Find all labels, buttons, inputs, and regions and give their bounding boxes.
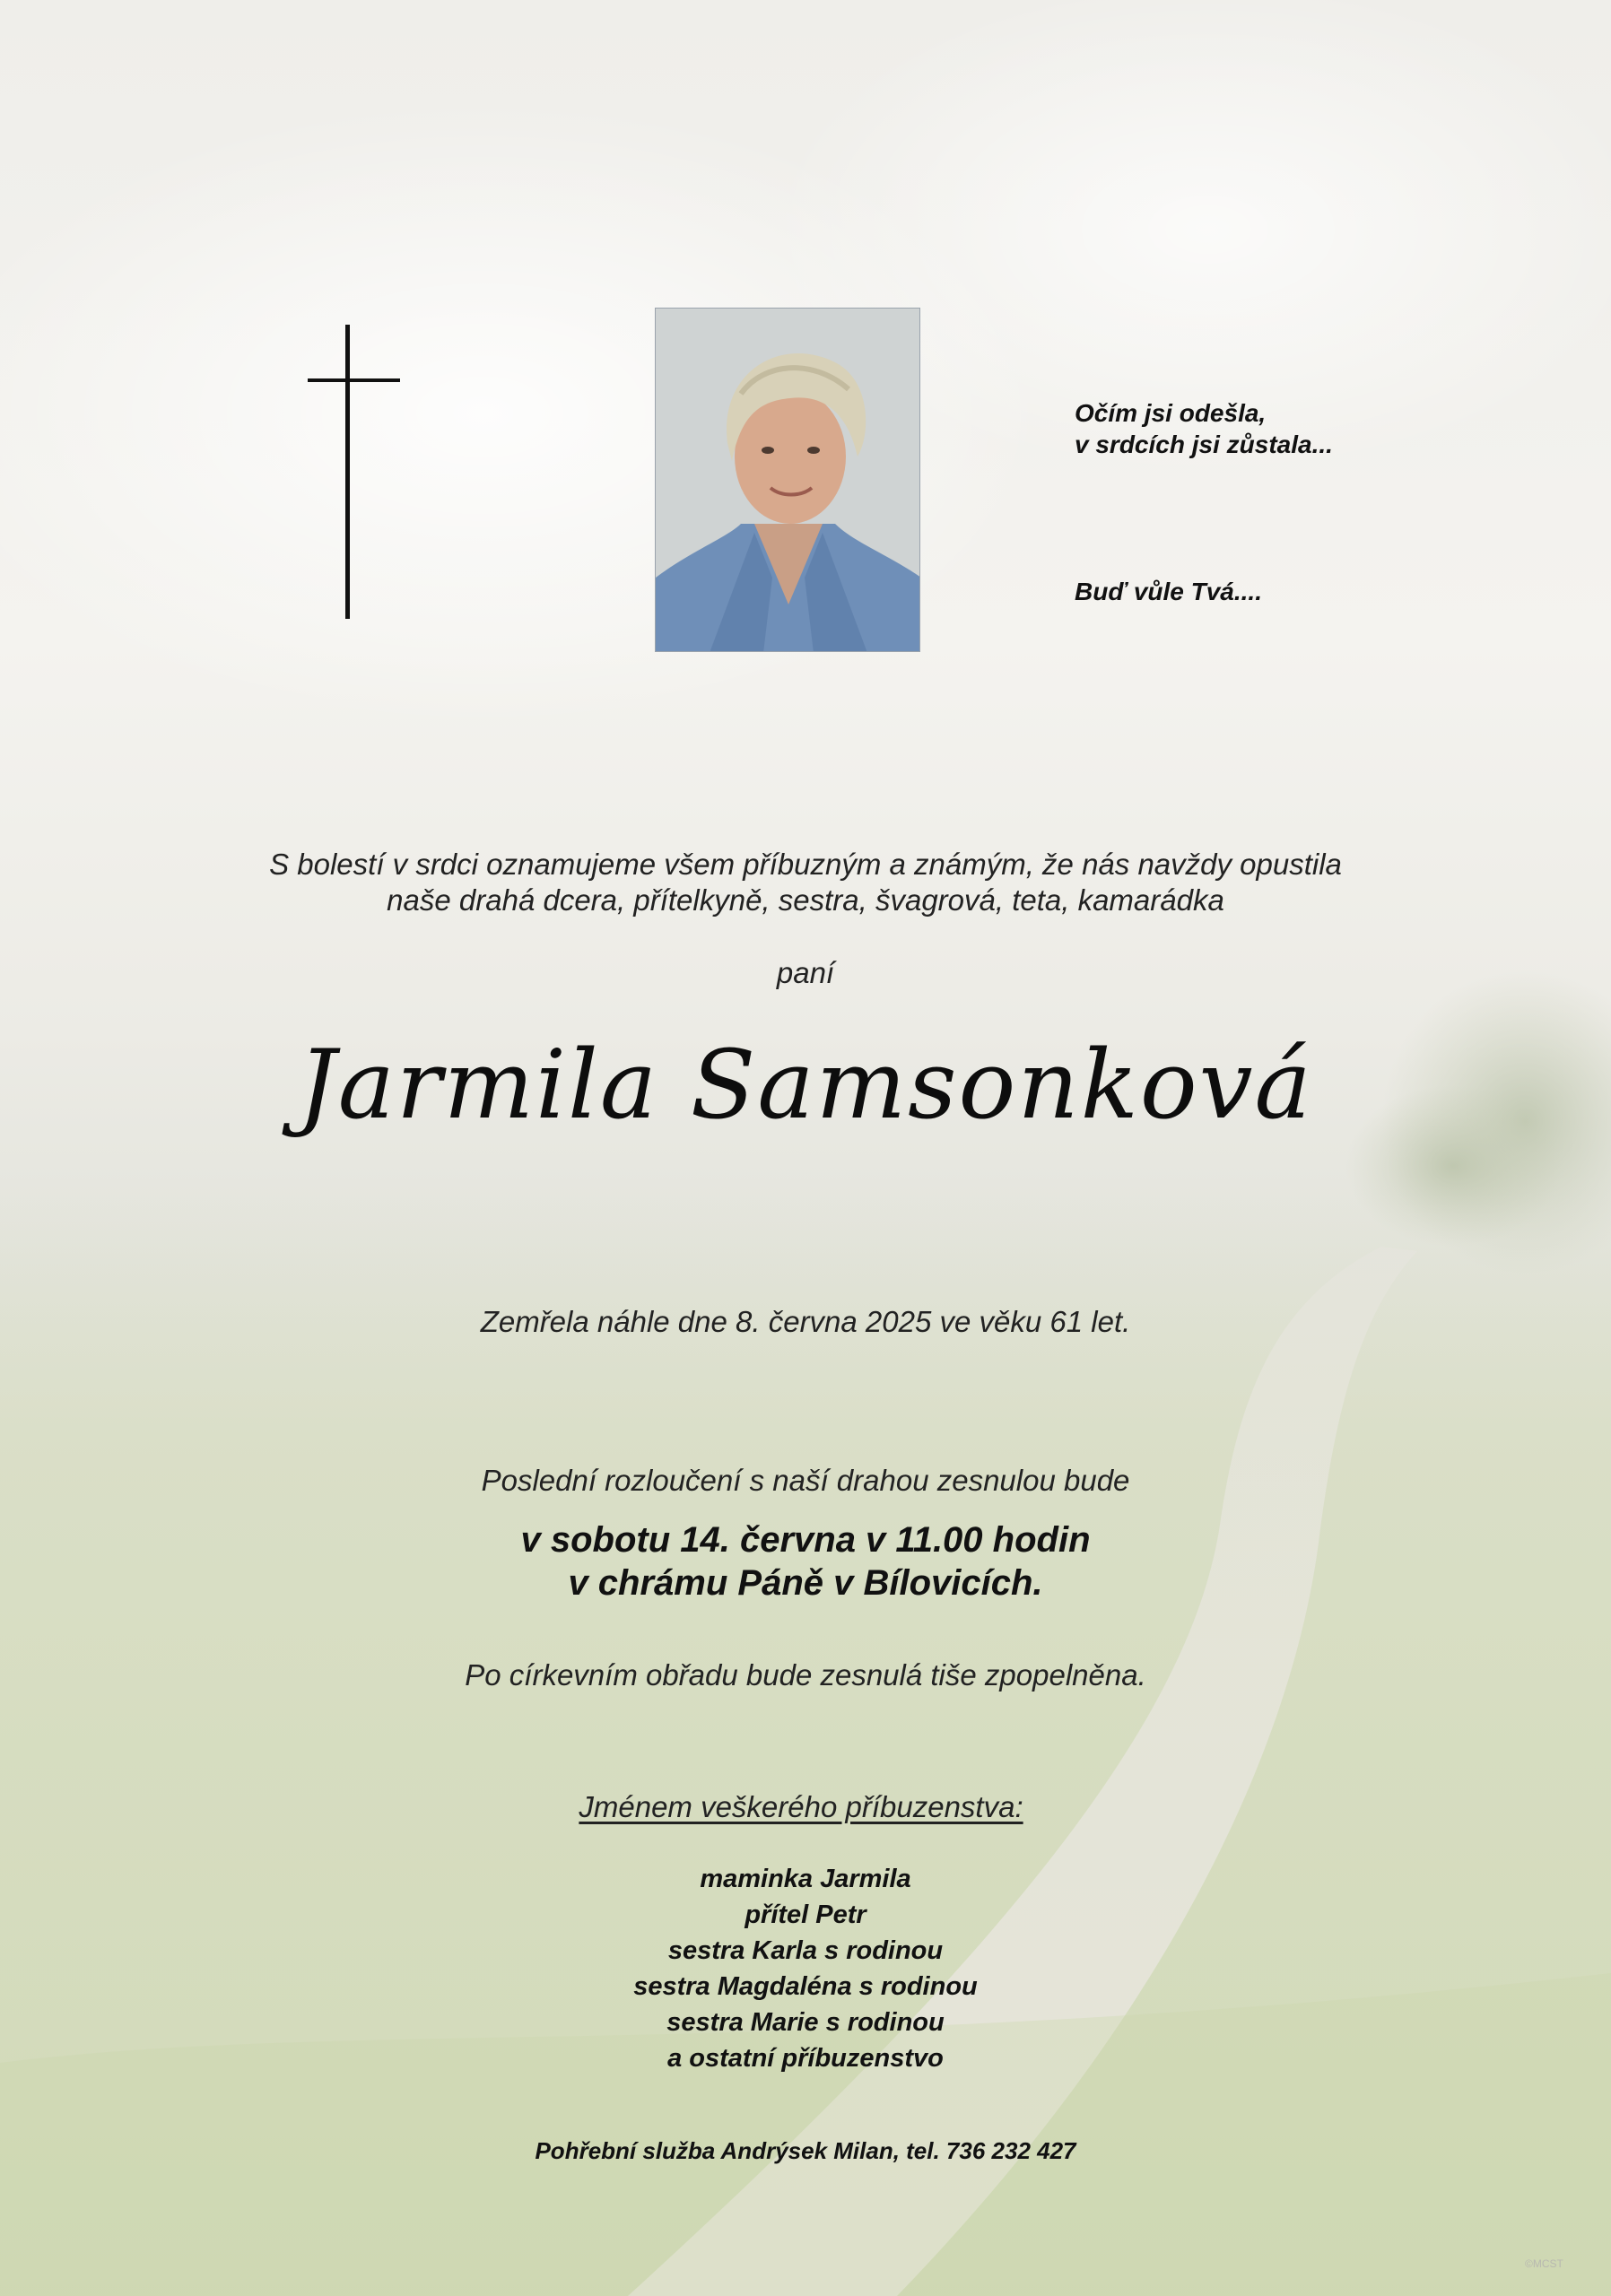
deceased-name: Jarmila Samsonková bbox=[298, 1030, 1313, 1140]
death-info: Zemřela náhle dne 8. června 2025 ve věku 61 let. bbox=[480, 1305, 1131, 1338]
announcement-line-1: S bolestí v srdci oznamujeme všem příbuzným a známým, že nás navždy opustila bbox=[269, 848, 1342, 881]
portrait-illustration bbox=[656, 309, 920, 652]
poem-line-2: v srdcích jsi zůstala... bbox=[1075, 430, 1333, 458]
cross-horizontal-bar bbox=[308, 378, 400, 382]
poem-line-1: Očím jsi odešla, bbox=[1075, 399, 1267, 427]
family-heading-text: Jménem veškerého příbuzenstva: bbox=[579, 1790, 1023, 1823]
farewell-date-line: v sobotu 14. června v 11.00 hodin bbox=[520, 1520, 1091, 1560]
farewell-details bbox=[0, 1518, 1611, 1605]
announcement-line-2: naše drahá dcera, přítelkyně, sestra, švagrová, teta, kamarádka bbox=[387, 883, 1224, 917]
farewell-place-line: v chrámu Páně v Bílovicích. bbox=[568, 1563, 1043, 1603]
cross-vertical-bar bbox=[345, 325, 350, 619]
relatives-list bbox=[0, 1861, 1611, 2076]
relative-item: sestra Marie s rodinou bbox=[666, 2008, 945, 2037]
funeral-service-contact: Pohřební služba Andrýsek Milan, tel. 736 232 427 bbox=[535, 2137, 1076, 2164]
farewell-intro: Poslední rozloučení s naší drahou zesnulou bude bbox=[481, 1464, 1130, 1497]
announcement-text bbox=[0, 847, 1611, 918]
honorific: paní bbox=[776, 956, 835, 989]
copyright-watermark: ©MCST bbox=[1525, 2257, 1563, 2270]
relative-item: a ostatní příbuzenstvo bbox=[667, 2044, 944, 2073]
ceremony-note: Po církevním obřadu bude zesnulá tiše zpopelněna. bbox=[465, 1658, 1146, 1692]
prayer-quote: Buď vůle Tvá.... bbox=[1075, 578, 1262, 605]
portrait-photo bbox=[655, 308, 920, 652]
poem-quote bbox=[1075, 397, 1333, 460]
relative-item: sestra Karla s rodinou bbox=[667, 1936, 944, 1965]
relative-item: přítel Petr bbox=[745, 1900, 866, 1929]
relative-item: maminka Jarmila bbox=[700, 1865, 911, 1893]
relative-item: sestra Magdaléna s rodinou bbox=[633, 1972, 978, 2001]
family-heading bbox=[0, 1790, 1611, 1824]
